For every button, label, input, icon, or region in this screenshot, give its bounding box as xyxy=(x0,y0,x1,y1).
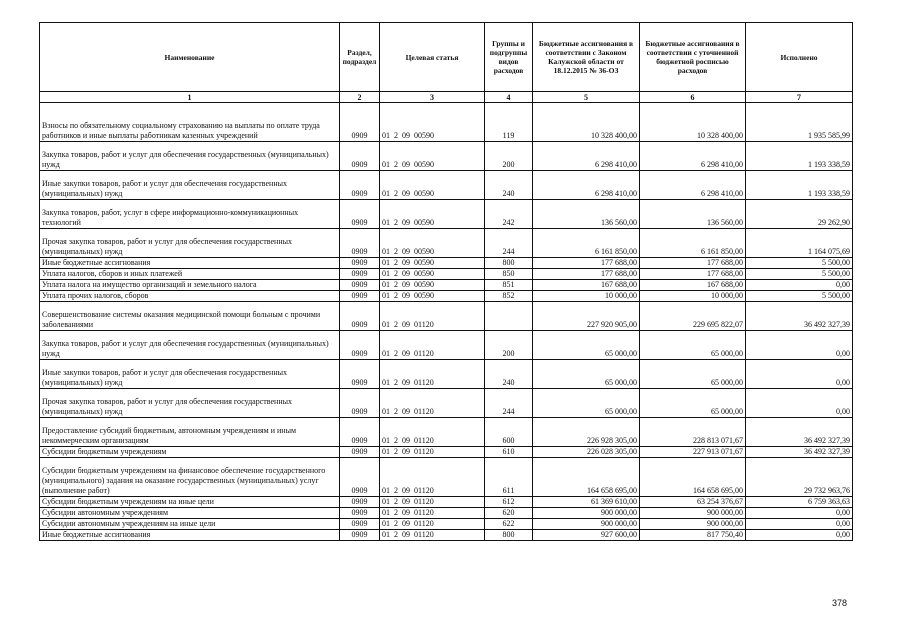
column-number: 3 xyxy=(380,92,485,103)
cell-target: 01 2 09 00590 xyxy=(380,269,485,280)
cell-done: 36 492 327,39 xyxy=(746,418,853,447)
cell-group: 800 xyxy=(485,258,533,269)
cell-done: 0,00 xyxy=(746,519,853,530)
header-name: Наименование xyxy=(40,23,340,92)
cell-law: 226 028 305,00 xyxy=(533,447,640,458)
table-row xyxy=(40,447,853,458)
cell-plan: 6 298 410,00 xyxy=(640,171,746,200)
cell-section: 0909 xyxy=(340,258,380,269)
cell-plan: 6 161 850,00 xyxy=(640,229,746,258)
cell-target: 01 2 09 01120 xyxy=(380,389,485,418)
column-number: 2 xyxy=(340,92,380,103)
cell-law: 227 920 905,00 xyxy=(533,302,640,331)
cell-done: 0,00 xyxy=(746,331,853,360)
cell-section: 0909 xyxy=(340,200,380,229)
cell-name: Прочая закупка товаров, работ и услуг для обеспечения государственных (муниципальных) нужд xyxy=(40,389,340,418)
cell-group: 119 xyxy=(485,103,533,142)
header-group: Группы и подгруппы видов расходов xyxy=(485,23,533,92)
cell-law: 65 000,00 xyxy=(533,389,640,418)
header-section: Раздел, подраздел xyxy=(340,23,380,92)
cell-group: 244 xyxy=(485,229,533,258)
cell-plan: 10 000,00 xyxy=(640,291,746,302)
cell-group xyxy=(485,302,533,331)
table-row xyxy=(40,458,853,497)
cell-section: 0909 xyxy=(340,447,380,458)
cell-law: 167 688,00 xyxy=(533,280,640,291)
cell-group: 850 xyxy=(485,269,533,280)
table-row xyxy=(40,171,853,200)
header-plan: Бюджетные ассигнования в соответствии с уточненной бюджетной росписью расходов xyxy=(640,23,746,92)
table-row xyxy=(40,508,853,519)
cell-target: 01 2 09 00590 xyxy=(380,229,485,258)
cell-law: 6 161 850,00 xyxy=(533,229,640,258)
cell-law: 6 298 410,00 xyxy=(533,142,640,171)
cell-target: 01 2 09 00590 xyxy=(380,142,485,171)
cell-law: 136 560,00 xyxy=(533,200,640,229)
cell-done: 0,00 xyxy=(746,360,853,389)
cell-plan: 900 000,00 xyxy=(640,519,746,530)
cell-target: 01 2 09 01120 xyxy=(380,331,485,360)
cell-name: Уплата прочих налогов, сборов xyxy=(40,291,340,302)
cell-target: 01 2 09 01120 xyxy=(380,519,485,530)
cell-plan: 164 658 695,00 xyxy=(640,458,746,497)
budget-table xyxy=(39,22,853,541)
column-number: 7 xyxy=(746,92,853,103)
cell-done: 36 492 327,39 xyxy=(746,302,853,331)
cell-plan: 229 695 822,07 xyxy=(640,302,746,331)
cell-group: 611 xyxy=(485,458,533,497)
cell-law: 164 658 695,00 xyxy=(533,458,640,497)
cell-target: 01 2 09 01120 xyxy=(380,447,485,458)
cell-target: 01 2 09 00590 xyxy=(380,103,485,142)
cell-name: Прочая закупка товаров, работ и услуг для обеспечения государственных (муниципальных) нужд xyxy=(40,229,340,258)
column-number: 1 xyxy=(40,92,340,103)
cell-law: 177 688,00 xyxy=(533,269,640,280)
cell-section: 0909 xyxy=(340,508,380,519)
cell-group: 612 xyxy=(485,497,533,508)
cell-done: 0,00 xyxy=(746,508,853,519)
table-row xyxy=(40,103,853,142)
cell-target: 01 2 09 00590 xyxy=(380,291,485,302)
cell-name: Субсидии бюджетным учреждениям на финансовое обеспечение государственного (муниципального) задания на оказание государственных (муниципальных) услуг (выполнение работ) xyxy=(40,458,340,497)
cell-name: Взносы по обязательному социальному страхованию на выплаты по оплате труда работников и иные выплаты работникам казенных учреждений xyxy=(40,103,340,142)
cell-plan: 167 688,00 xyxy=(640,280,746,291)
cell-group: 620 xyxy=(485,508,533,519)
cell-done: 6 759 363,63 xyxy=(746,497,853,508)
cell-law: 10 000,00 xyxy=(533,291,640,302)
table-row xyxy=(40,389,853,418)
cell-group: 800 xyxy=(485,530,533,541)
cell-done: 5 500,00 xyxy=(746,269,853,280)
cell-plan: 900 000,00 xyxy=(640,508,746,519)
cell-done: 1 164 075,69 xyxy=(746,229,853,258)
cell-group: 200 xyxy=(485,142,533,171)
cell-name: Закупка товаров, работ и услуг для обеспечения государственных (муниципальных) нужд xyxy=(40,331,340,360)
header-row xyxy=(40,23,853,92)
cell-name: Иные закупки товаров, работ и услуг для обеспечения государственных (муниципальных) нужд xyxy=(40,360,340,389)
cell-plan: 10 328 400,00 xyxy=(640,103,746,142)
column-number: 5 xyxy=(533,92,640,103)
cell-law: 177 688,00 xyxy=(533,258,640,269)
cell-law: 900 000,00 xyxy=(533,519,640,530)
cell-section: 0909 xyxy=(340,497,380,508)
cell-name: Уплата налогов, сборов и иных платежей xyxy=(40,269,340,280)
column-number: 4 xyxy=(485,92,533,103)
cell-group: 600 xyxy=(485,418,533,447)
cell-name: Совершенствование системы оказания медицинской помощи больным с прочими заболеваниями xyxy=(40,302,340,331)
table-row xyxy=(40,519,853,530)
cell-plan: 65 000,00 xyxy=(640,389,746,418)
cell-plan: 228 813 071,67 xyxy=(640,418,746,447)
table-row xyxy=(40,360,853,389)
cell-plan: 817 750,40 xyxy=(640,530,746,541)
cell-law: 65 000,00 xyxy=(533,360,640,389)
cell-target: 01 2 09 01120 xyxy=(380,530,485,541)
cell-done: 5 500,00 xyxy=(746,258,853,269)
cell-name: Иные бюджетные ассигнования xyxy=(40,258,340,269)
cell-plan: 6 298 410,00 xyxy=(640,142,746,171)
header-target: Целевая статья xyxy=(380,23,485,92)
cell-target: 01 2 09 01120 xyxy=(380,360,485,389)
cell-section: 0909 xyxy=(340,389,380,418)
cell-done: 29 732 963,76 xyxy=(746,458,853,497)
cell-plan: 177 688,00 xyxy=(640,269,746,280)
cell-target: 01 2 09 00590 xyxy=(380,200,485,229)
cell-plan: 65 000,00 xyxy=(640,360,746,389)
column-number: 6 xyxy=(640,92,746,103)
cell-name: Уплата налога на имущество организаций и земельного налога xyxy=(40,280,340,291)
cell-name: Иные закупки товаров, работ и услуг для обеспечения государственных (муниципальных) нужд xyxy=(40,171,340,200)
table-body xyxy=(40,103,853,541)
table-row xyxy=(40,418,853,447)
cell-done: 0,00 xyxy=(746,530,853,541)
cell-done: 1 193 338,59 xyxy=(746,171,853,200)
cell-section: 0909 xyxy=(340,458,380,497)
cell-done: 1 935 585,99 xyxy=(746,103,853,142)
table-row xyxy=(40,302,853,331)
table-row xyxy=(40,331,853,360)
cell-done: 36 492 327,39 xyxy=(746,447,853,458)
cell-target: 01 2 09 01120 xyxy=(380,497,485,508)
cell-law: 927 600,00 xyxy=(533,530,640,541)
cell-done: 29 262,90 xyxy=(746,200,853,229)
table-row xyxy=(40,530,853,541)
cell-target: 01 2 09 00590 xyxy=(380,258,485,269)
table-row xyxy=(40,280,853,291)
header-done: Исполнено xyxy=(746,23,853,92)
cell-group: 240 xyxy=(485,171,533,200)
cell-section: 0909 xyxy=(340,331,380,360)
cell-section: 0909 xyxy=(340,103,380,142)
cell-section: 0909 xyxy=(340,291,380,302)
cell-group: 610 xyxy=(485,447,533,458)
table-row xyxy=(40,200,853,229)
cell-name: Закупка товаров, работ и услуг для обеспечения государственных (муниципальных) нужд xyxy=(40,142,340,171)
cell-done: 5 500,00 xyxy=(746,291,853,302)
cell-done: 1 193 338,59 xyxy=(746,142,853,171)
cell-name: Субсидии автономным учреждениям xyxy=(40,508,340,519)
cell-target: 01 2 09 01120 xyxy=(380,458,485,497)
cell-name: Субсидии бюджетным учреждениям на иные цели xyxy=(40,497,340,508)
header-law: Бюджетные ассигнования в соответствии с Законом Калужской области от 18.12.2015 № 36-ОЗ xyxy=(533,23,640,92)
cell-section: 0909 xyxy=(340,418,380,447)
cell-group: 244 xyxy=(485,389,533,418)
cell-target: 01 2 09 01120 xyxy=(380,508,485,519)
table-row xyxy=(40,229,853,258)
cell-target: 01 2 09 01120 xyxy=(380,302,485,331)
cell-group: 200 xyxy=(485,331,533,360)
cell-law: 226 928 305,00 xyxy=(533,418,640,447)
column-number-row xyxy=(40,92,853,103)
cell-group: 851 xyxy=(485,280,533,291)
cell-plan: 63 254 376,67 xyxy=(640,497,746,508)
cell-law: 10 328 400,00 xyxy=(533,103,640,142)
table-row xyxy=(40,142,853,171)
table-row xyxy=(40,269,853,280)
cell-group: 852 xyxy=(485,291,533,302)
cell-section: 0909 xyxy=(340,269,380,280)
table-row xyxy=(40,258,853,269)
cell-plan: 177 688,00 xyxy=(640,258,746,269)
cell-law: 900 000,00 xyxy=(533,508,640,519)
cell-section: 0909 xyxy=(340,530,380,541)
cell-section: 0909 xyxy=(340,229,380,258)
cell-name: Закупка товаров, работ, услуг в сфере информационно-коммуникационных технологий xyxy=(40,200,340,229)
cell-name: Иные бюджетные ассигнования xyxy=(40,530,340,541)
table-row xyxy=(40,497,853,508)
cell-done: 0,00 xyxy=(746,280,853,291)
cell-plan: 65 000,00 xyxy=(640,331,746,360)
cell-law: 61 369 610,00 xyxy=(533,497,640,508)
cell-section: 0909 xyxy=(340,519,380,530)
cell-plan: 136 560,00 xyxy=(640,200,746,229)
cell-section: 0909 xyxy=(340,142,380,171)
cell-group: 240 xyxy=(485,360,533,389)
cell-section: 0909 xyxy=(340,280,380,291)
table-row xyxy=(40,291,853,302)
cell-done: 0,00 xyxy=(746,389,853,418)
cell-name: Субсидии автономным учреждениям на иные цели xyxy=(40,519,340,530)
cell-section: 0909 xyxy=(340,360,380,389)
cell-target: 01 2 09 00590 xyxy=(380,280,485,291)
cell-law: 6 298 410,00 xyxy=(533,171,640,200)
cell-section: 0909 xyxy=(340,171,380,200)
cell-group: 242 xyxy=(485,200,533,229)
cell-name: Предоставление субсидий бюджетным, автономным учреждениям и иным некоммерческим организациям xyxy=(40,418,340,447)
cell-plan: 227 913 071,67 xyxy=(640,447,746,458)
cell-target: 01 2 09 01120 xyxy=(380,418,485,447)
page-number: 378 xyxy=(832,598,848,608)
cell-name: Субсидии бюджетным учреждениям xyxy=(40,447,340,458)
cell-group: 622 xyxy=(485,519,533,530)
cell-law: 65 000,00 xyxy=(533,331,640,360)
cell-target: 01 2 09 00590 xyxy=(380,171,485,200)
cell-section: 0909 xyxy=(340,302,380,331)
